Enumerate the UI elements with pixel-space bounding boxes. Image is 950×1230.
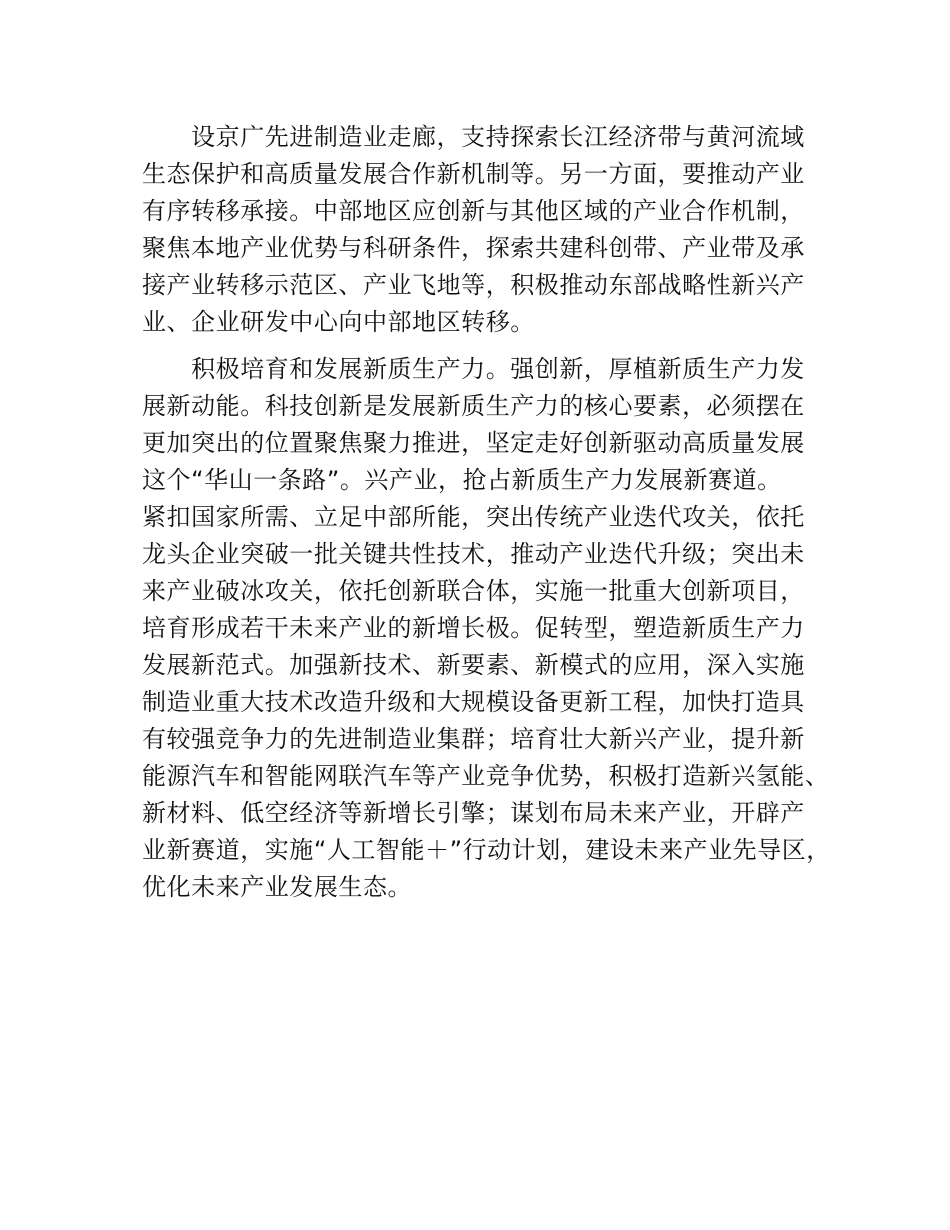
text-line: 能源汽车和智能网联汽车等产业竞争优势，积极打造新兴氢能、 [142,762,830,790]
text-line: 这个“华山一条路”。兴产业，抢占新质生产力发展新赛道。 [142,466,782,494]
text-line: 更加突出的位置聚焦聚力推进，坚定走好创新驱动高质量发展 [142,429,805,457]
paragraph-2 [142,351,842,906]
text-line: 培育形成若干未来产业的新增长极。促转型，塑造新质生产力 [142,614,805,642]
text-line: 业、企业研发中心向中部地区转移。 [142,308,535,336]
text-line: 有较强竞争力的先进制造业集群；培育壮大新兴产业，提升新 [142,725,805,753]
text-line: 龙头企业突破一批关键共性技术，推动产业迭代升级；突出未 [142,540,805,568]
text-line: 积极培育和发展新质生产力。强创新，厚植新质生产力发 [142,355,805,383]
text-line: 新材料、低空经济等新增长引擎；谋划布局未来产业，开辟产 [142,799,805,827]
text-line: 聚焦本地产业优势与科研条件，探索共建科创带、产业带及承 [142,234,805,262]
text-line: 生态保护和高质量发展合作新机制等。另一方面，要推动产业 [142,160,805,188]
text-line: 来产业破冰攻关，依托创新联合体，实施一批重大创新项目， [142,577,805,605]
text-line: 设京广先进制造业走廊，支持探索长江经济带与黄河流域 [142,123,805,151]
text-line: 业新赛道，实施“人工智能＋”行动计划，建设未来产业先导区， [142,836,831,864]
text-line: 展新动能。科技创新是发展新质生产力的核心要素，必须摆在 [142,392,805,420]
text-line: 制造业重大技术改造升级和大规模设备更新工程，加快打造具 [142,688,805,716]
text-line: 紧扣国家所需、立足中部所能，突出传统产业迭代攻关，依托 [142,503,805,531]
text-line: 优化未来产业发展生态。 [142,873,413,901]
text-line: 接产业转移示范区、产业飞地等，积极推动东部战略性新兴产 [142,271,805,299]
paragraph-1 [142,119,842,341]
text-line: 发展新范式。加强新技术、新要素、新模式的应用，深入实施 [142,651,805,679]
document-body [142,119,842,916]
text-line: 有序转移承接。中部地区应创新与其他区域的产业合作机制， [142,197,805,225]
